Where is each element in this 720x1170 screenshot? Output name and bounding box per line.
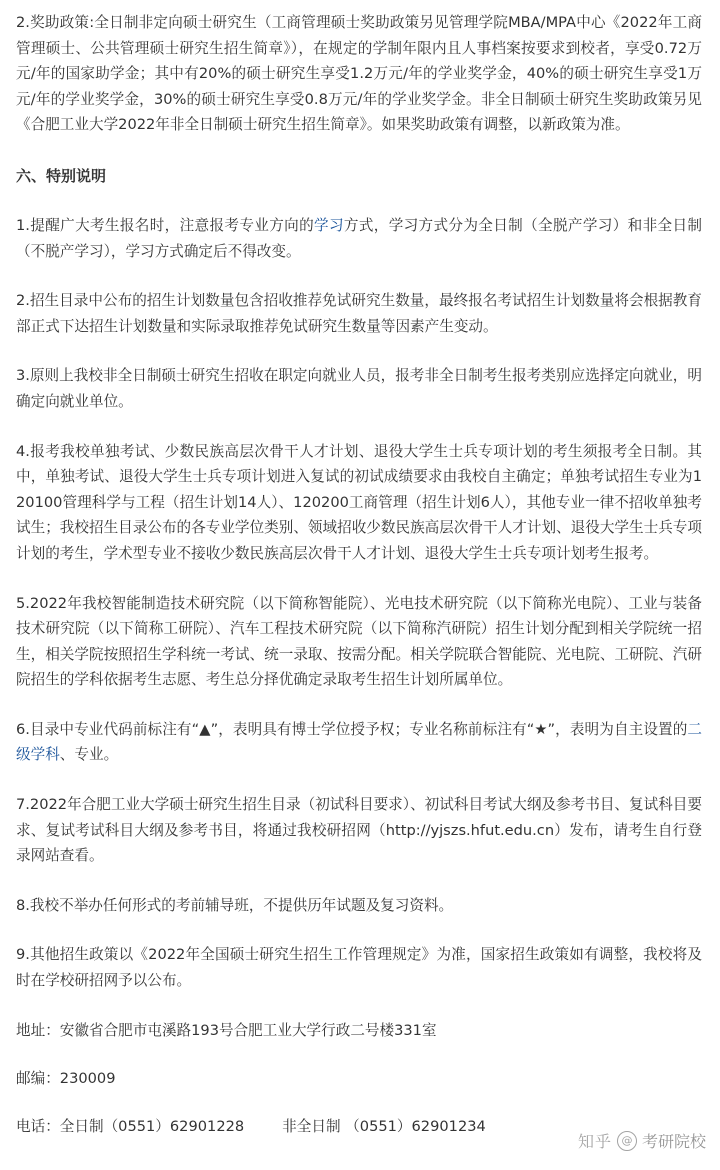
section-heading: 六、特别说明: [16, 166, 107, 185]
note-item-8: 8.我校不举办任何形式的考前辅导班，不提供历年试题及复习资料。: [16, 896, 454, 914]
phone-fulltime: 电话：全日制（0551）62901228: [16, 1117, 245, 1135]
note-item-2: 2.招生目录中公布的招生计划数量包含招收推荐免试研究生数量，最终报名考试招生计划数量将会根据教育部正式下达招生计划数量和实际录取推荐免试研究生数量等因素产生变动。: [16, 292, 702, 335]
note-item-6-suffix: 、专业。: [59, 746, 119, 764]
note-item-1: [16, 213, 702, 264]
phone-parttime: 非全日制 （0551）62901234: [282, 1117, 486, 1135]
zhihu-watermark: [578, 1129, 706, 1152]
note-item-4: 4.报考我校单独考试、少数民族高层次骨干人才计划、退役大学生士兵专项计划的考生须报考全日制。其中，单独考试、退役大学生士兵专项计划进入复试的初试成绩要求由我校自主确定；单独考试招生专业为120100管理科学与工程（招生计划14人）、120200工商管理（招生计划6人），其他专业一律不招收单独考试生；我校招生目录公布的各专业学位类别、领域招收少数民族高层次骨干人才计划、退役大学生士兵专项计划的考生，学术型专业不接收少数民族高层次骨干人才计划、退役大学生士兵专项计划考生报考。: [16, 442, 702, 562]
note-item-3: 3.原则上我校非全日制硕士研究生招收在职定向就业人员，报考非全日制考生报考类别应选择定向就业，明确定向就业单位。: [16, 367, 702, 410]
note-item-1-prefix: 1.提醒广大考生报名时，注意报考专业方向的: [16, 216, 315, 234]
postcode-line: 邮编：230009: [16, 1069, 116, 1087]
note-item-1-suffix: 方式，学习方式分为全日制（全脱产学习）和非全日制（不脱产学习），学习方式确定后不得改变。: [16, 216, 702, 260]
secondary-discipline-link[interactable]: 二级学科: [16, 720, 702, 764]
article-body: [16, 10, 702, 1162]
note-item-6: [16, 717, 702, 768]
study-link[interactable]: 学习: [314, 216, 344, 234]
note-item-7: 7.2022年合肥工业大学硕士研究生招生目录（初试科目要求）、初试科目考试大纲及参考书目、复试科目要求、复试考试科目大纲及参考书目，将通过我校研招网（http://yjszs.hfut.edu.cn）发布，请考生自行登录网站查看。: [16, 796, 702, 865]
note-item-6-prefix: 6.目录中专业代码前标注有“▲”，表明具有博士学位授予权；专业名称前标注有“★”，表明为自主设置的: [16, 720, 688, 738]
note-item-5: 5.2022年我校智能制造技术研究院（以下简称智能院）、光电技术研究院（以下简称光电院）、工业与装备技术研究院（以下简称工研院）、汽车工程技术研究院（以下简称汽研院）招生计划分配到相关学院统一招生，相关学院按照招生学科统一考试、统一录取、按需分配。相关学院联合智能院、光电院、工研院、汽研院招生的学科依据考生志愿、考生总分择优确定录取考生招生计划所属单位。: [16, 594, 702, 689]
zhihu-logo: 知乎: [577, 1132, 612, 1151]
address-line: 地址：安徽省合肥市屯溪路193号合肥工业大学行政二号楼331室: [16, 1021, 437, 1039]
at-icon: @: [617, 1131, 637, 1151]
watermark-author: 考研院校: [641, 1132, 706, 1151]
award-policy-paragraph: 2.奖助政策:全日制非定向硕士研究生（工商管理硕士奖助政策另见管理学院MBA/MPA中心《2022年工商管理硕士、公共管理硕士研究生招生简章》），在规定的学制年限内且人事档案按要求到校者，享受0.72万元/年的国家助学金；其中有20%的硕士研究生享受1.2万元/年的学业奖学金，40%的硕士研究生享受1万元/年的学业奖学金，30%的硕士研究生享受0.8万元/年的学业奖学金。非全日制硕士研究生奖助政策另见《合肥工业大学2022年非全日制硕士研究生招生简章》。如果奖助政策有调整，以新政策为准。: [16, 14, 702, 134]
note-item-9: 9.其他招生政策以《2022年全国硕士研究生招生工作管理规定》为准，国家招生政策如有调整，我校将及时在学校研招网予以公布。: [16, 946, 702, 990]
